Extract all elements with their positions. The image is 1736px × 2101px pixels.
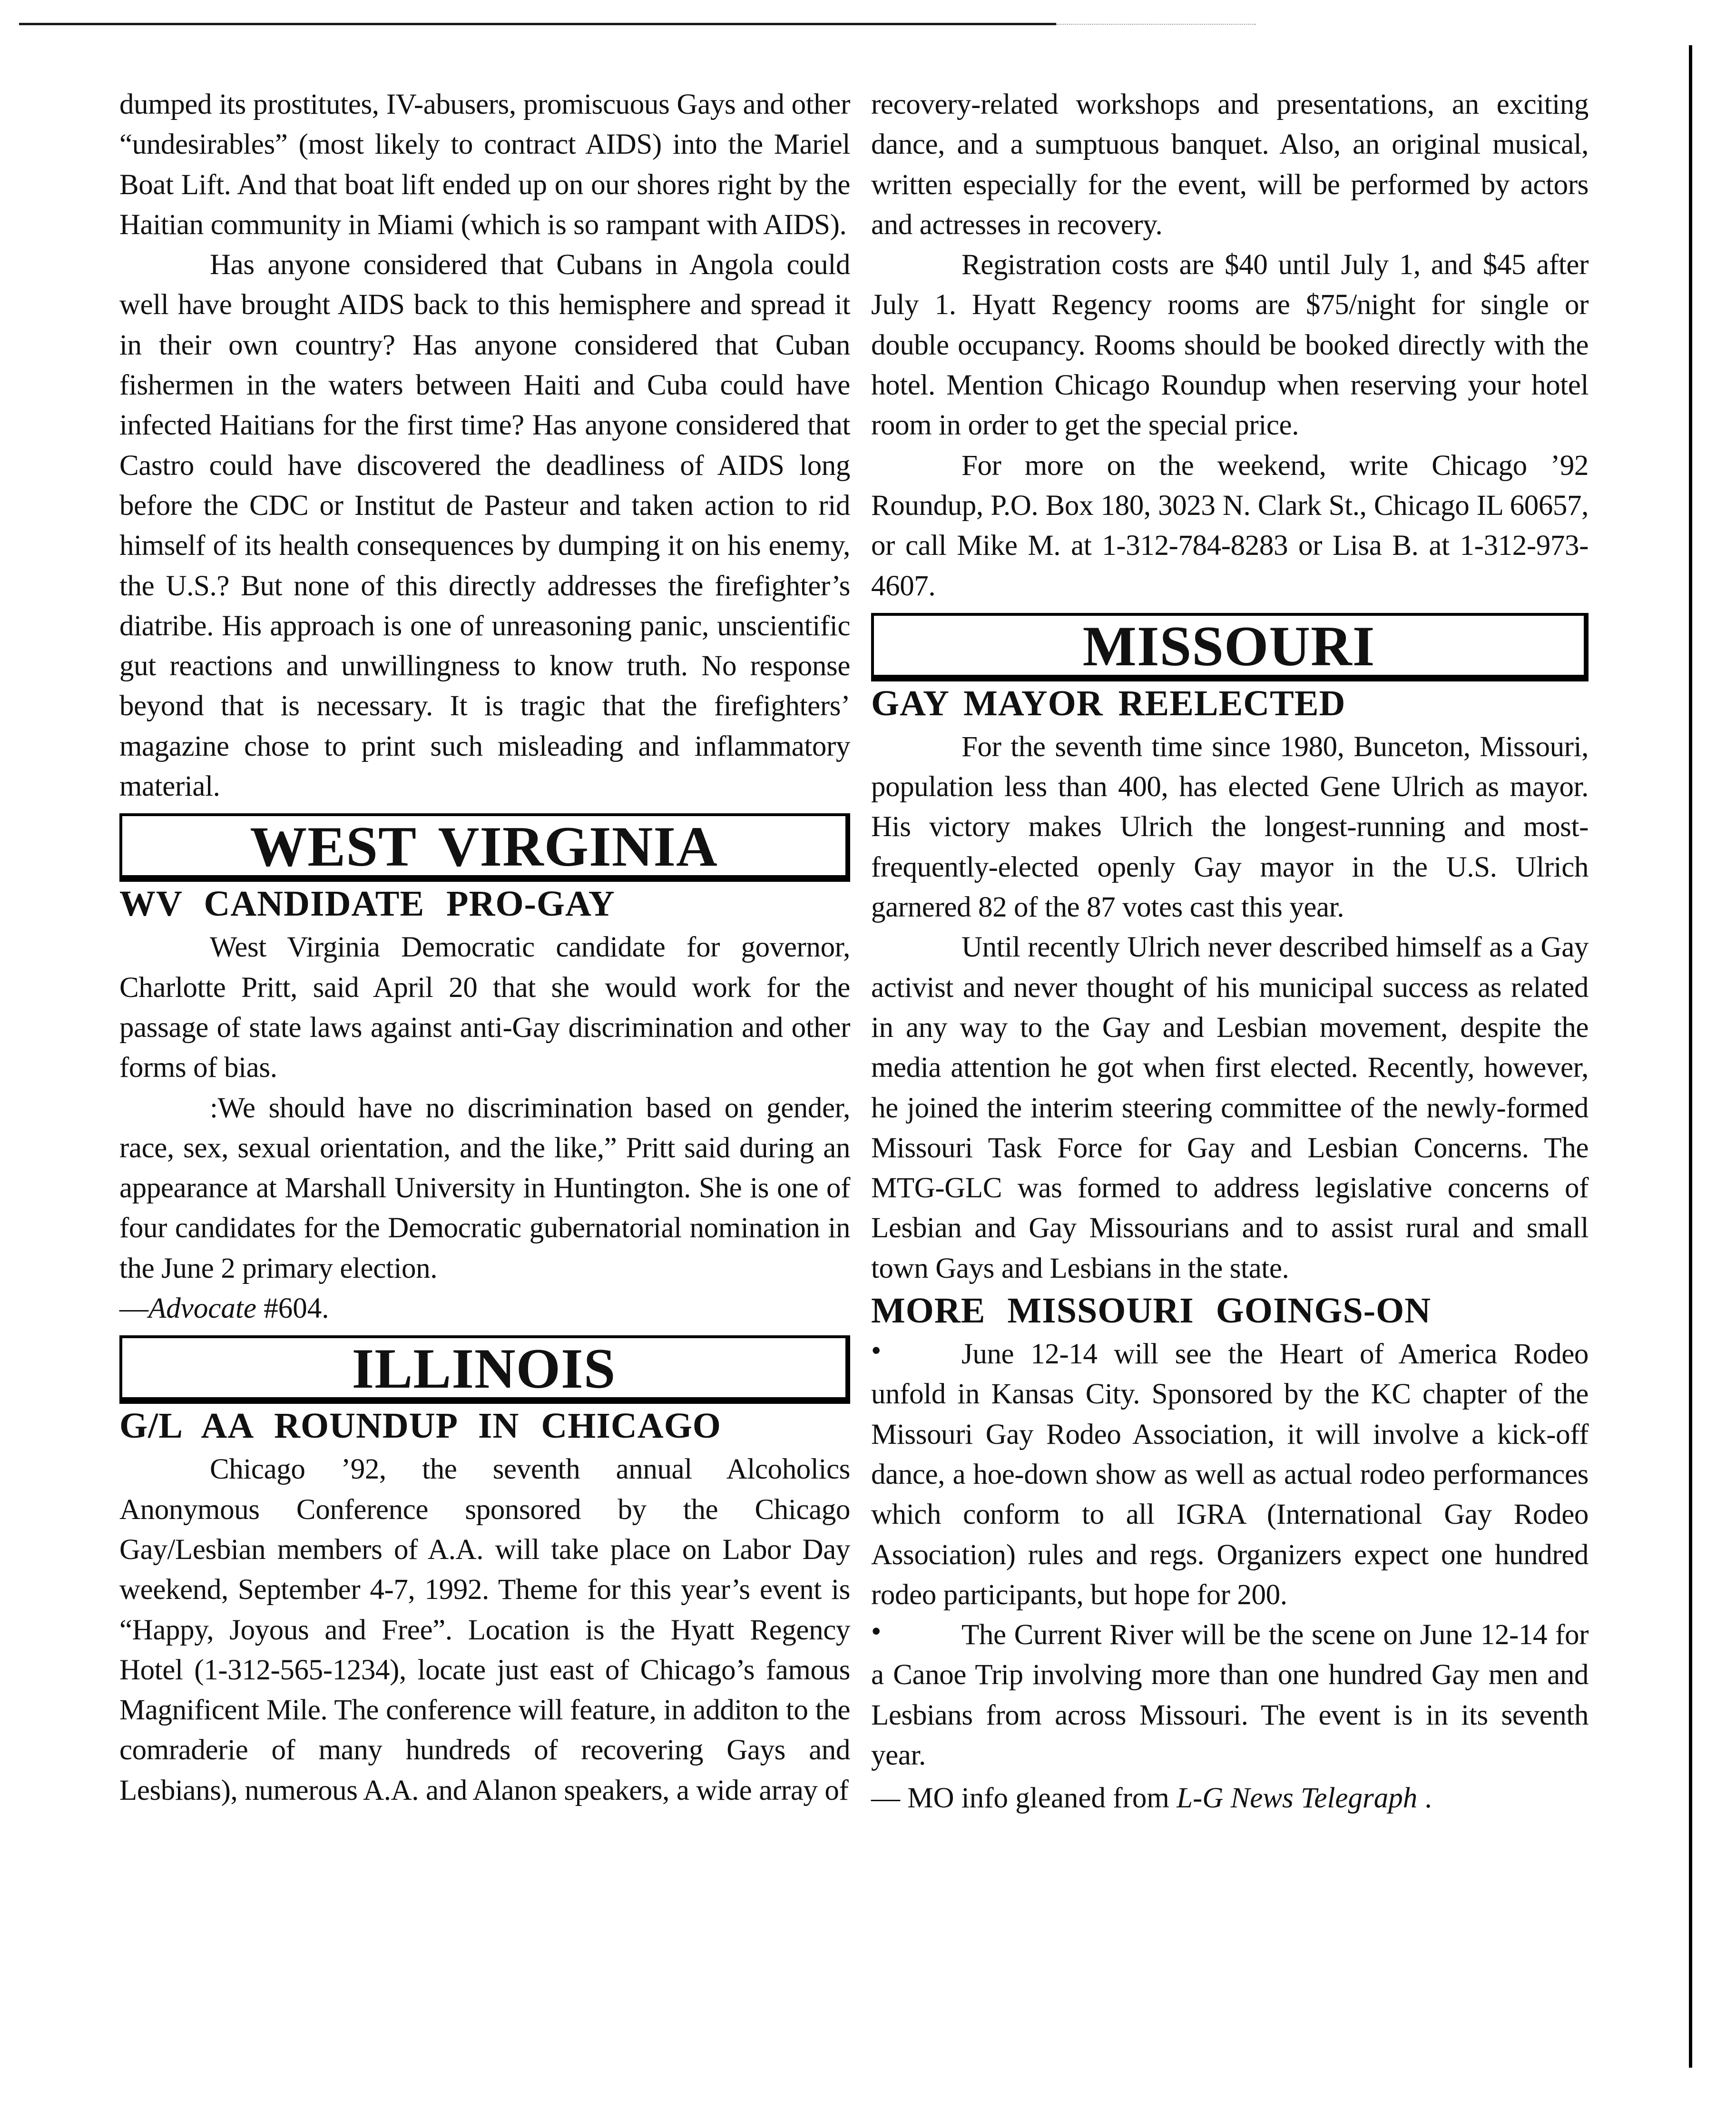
headline-aa-roundup: G/L AA ROUNDUP IN CHICAGO bbox=[119, 1406, 721, 1446]
article-paragraph: For the seventh time since 1980, Bunceton, Missouri, population less than 400, has elected Gene Ulrich as mayor. His victory makes Ulrich the longest-running and most-frequently-elected openly Gay mayor in the U.S. Ulrich garnered 82 of the 87 votes cast this year. bbox=[871, 730, 1589, 924]
article-paragraph: Registration costs are $40 until July 1, and $45 after July 1. Hyatt Regency rooms are $75/night for single or double occupancy. Rooms should be booked directly with the hotel. Mention Chicago Roundup when reserving your hotel room in order to get the special price. bbox=[871, 249, 1589, 442]
credit-source: L-G News Telegraph bbox=[1177, 1782, 1418, 1815]
right-margin-rule bbox=[1689, 45, 1692, 2068]
credit-dash: — bbox=[119, 1292, 148, 1325]
right-column bbox=[871, 85, 1589, 1819]
headline-gay-mayor: GAY MAYOR REELECTED bbox=[871, 683, 1346, 723]
bullet-text: June 12-14 will see the Heart of America Rodeo unfold in Kansas City. Sponsored by the KC chapter of the Missouri Gay Rodeo Association, it will involve a kick-off dance, a hoe-down show as well as actual rodeo performances which conform to all IGRA (International Gay Rodeo Association) rules and regs. Organizers expect one hundred rodeo participants, but hope for 200. bbox=[871, 1338, 1589, 1611]
article-paragraph: Chicago ’92, the seventh annual Alcoholics Anonymous Conference sponsored by the Chicago Gay/Lesbian members of A.A. will take place on Labor Day weekend, September 4-7, 1992. Theme for this year’s event is “Happy, Joyous and Free”. Location is the Hyatt Regency Hotel (1-312-565-1234), locate just east of Chicago’s famous Magnificent Mile. The conference will feature, in additon to the comraderie of many hundreds of recovering Gays and Lesbians), numerous A.A. and Alanon speakers, a wide array of bbox=[119, 1453, 850, 1806]
credit-source: Advocate bbox=[148, 1292, 256, 1325]
article-paragraph: recovery-related workshops and presentations, an exciting dance, and a sumptuous banquet. Also, an original musical, written especially for the event, will be performed by actors and actresses in recovery. bbox=[871, 89, 1589, 241]
article-paragraph: :We should have no discrimination based on gender, race, sex, sexual orientation, and the like,” Pritt said during an appearance at Marshall University in Huntington. She is one of four candidates for the Democratic gubernatorial nomination in the June 2 primary election. bbox=[119, 1092, 850, 1284]
credit-suffix: . bbox=[1417, 1782, 1432, 1815]
bullet-text: The Current River will be the scene on June 12-14 for a Canoe Trip involving more than one hundred Gay men and Lesbians from across Missouri. The event is in its seventh year. bbox=[871, 1619, 1589, 1771]
bullet-icon: • bbox=[871, 1335, 882, 1367]
source-credit bbox=[871, 1778, 1589, 1818]
article-paragraph: Until recently Ulrich never described himself as a Gay activist and never thought of his municipal success as related in any way to the Gay and Lesbian movement, despite the media attention he got when first elected. Recently, however, he joined the interim steering committee of the newly-formed Missouri Task Force for Gay and Lesbian Concerns. The MTG-GLC was formed to address legislative concerns of Lesbian and Gay Missourians and to assist rural and small town Gays and Lesbians in the state. bbox=[871, 931, 1589, 1284]
bullet-item bbox=[871, 1334, 1589, 1615]
state-heading-illinois: ILLINOIS bbox=[119, 1335, 850, 1404]
bullet-item bbox=[871, 1615, 1589, 1775]
bullet-icon: • bbox=[871, 1616, 882, 1648]
left-column bbox=[119, 85, 850, 1811]
article-paragraph: Has anyone considered that Cubans in Angola could well have brought AIDS back to this hemisphere and spread it in their own country? Has anyone considered that Cuban fishermen in the waters between Haiti and Cuba could have infected Haitians for the first time? Has anyone considered that Castro could have discovered the deadliness of AIDS long before the CDC or Institut de Pasteur and taken action to rid himself of its health consequences by dumping it on his enemy, the U.S.? But none of this directly addresses the firefighter’s diatribe. His approach is one of unreasoning panic, unscientific gut reactions and unwillingness to know truth. No response beyond that is necessary. It is tragic that the firefighters’ magazine chose to print such misleading and inflammatory material. bbox=[119, 249, 850, 803]
article-paragraph: West Virginia Democratic candidate for governor, Charlotte Pritt, said April 20 that she would work for the passage of state laws against anti-Gay discrimination and other forms of bias. bbox=[119, 931, 850, 1084]
source-credit bbox=[119, 1289, 850, 1329]
state-heading-missouri: MISSOURI bbox=[871, 613, 1589, 681]
headline-wv-candidate: WV CANDIDATE PRO-GAY bbox=[119, 884, 615, 924]
state-heading-west-virginia: WEST VIRGINIA bbox=[119, 813, 850, 882]
credit-issue: #604. bbox=[256, 1292, 329, 1325]
credit-prefix: — MO info gleaned from bbox=[871, 1782, 1177, 1815]
headline-more-missouri: MORE MISSOURI GOINGS-ON bbox=[871, 1291, 1432, 1331]
article-paragraph: For more on the weekend, write Chicago ’92 Roundup, P.O. Box 180, 3023 N. Clark St., Chicago IL 60657, or call Mike M. at 1-312-784-8283 or Lisa B. at 1-312-973-4607. bbox=[871, 449, 1589, 602]
top-rule bbox=[19, 23, 1056, 25]
top-rule-faint bbox=[1056, 24, 1256, 25]
article-paragraph: dumped its prostitutes, IV-abusers, promiscuous Gays and other “undesirables” (most likely to contract AIDS) into the Mariel Boat Lift. And that boat lift ended up on our shores right by the Haitian community in Miami (which is so rampant with AIDS). bbox=[119, 89, 850, 241]
